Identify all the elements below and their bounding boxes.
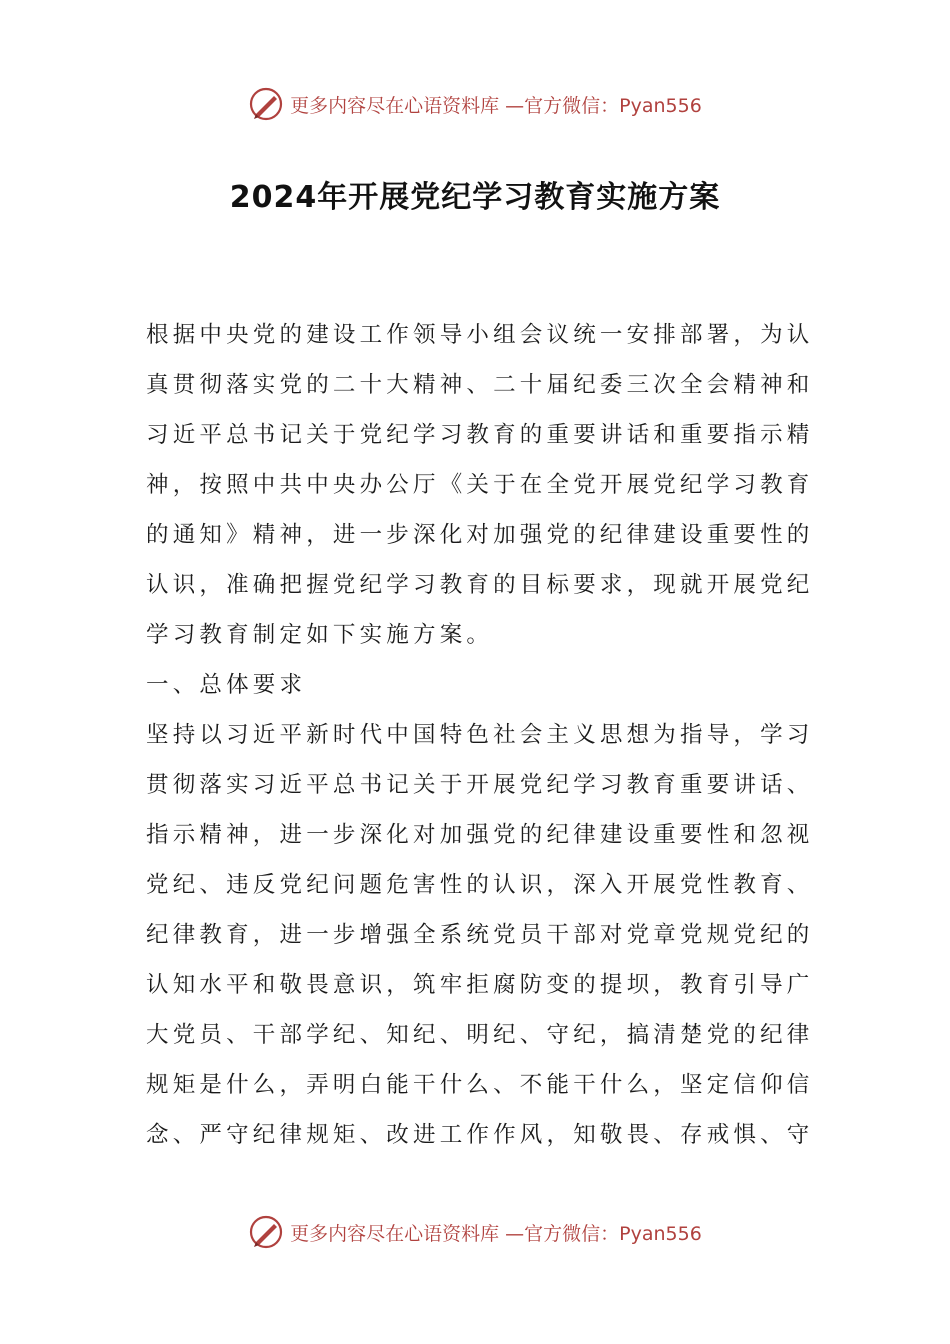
body-line: 纪律教育，进一步增强全系统党员干部对党章党规党纪的 bbox=[146, 922, 814, 948]
body-line: 认知水平和敬畏意识，筑牢拒腐防变的提坝，教育引导广 bbox=[146, 972, 814, 998]
banner-brand-text: 更多内容尽在心语资料库 bbox=[290, 1222, 500, 1245]
body-line: 真贯彻落实党的二十大精神、二十届纪委三次全会精神和 bbox=[146, 372, 814, 398]
body-line: 的通知》精神，进一步深化对加强党的纪律建设重要性的 bbox=[146, 522, 814, 548]
body-line: 根据中央党的建设工作领导小组会议统一安排部署，为认 bbox=[146, 322, 814, 348]
body-line: 坚持以习近平新时代中国特色社会主义思想为指导，学习 bbox=[146, 722, 814, 748]
banner-contact-text: —官方微信：Pyan556 bbox=[505, 1222, 702, 1245]
body-line: 贯彻落实习近平总书记关于开展党纪学习教育重要讲话、 bbox=[146, 772, 814, 798]
pen-logo-icon bbox=[248, 1214, 284, 1250]
banner-brand-text: 更多内容尽在心语资料库 bbox=[290, 94, 500, 117]
body-line: 规矩是什么，弄明白能干什么、不能干什么，坚定信仰信 bbox=[146, 1072, 814, 1098]
body-line: 大党员、干部学纪、知纪、明纪、守纪，搞清楚党的纪律 bbox=[146, 1022, 814, 1048]
footer-banner bbox=[0, 1212, 950, 1252]
banner-contact-text: —官方微信：Pyan556 bbox=[505, 94, 702, 117]
pen-logo-icon bbox=[248, 86, 284, 122]
section-heading: 一、总体要求 bbox=[146, 672, 307, 698]
header-banner bbox=[0, 84, 950, 124]
body-line: 念、严守纪律规矩、改进工作作风，知敬畏、存戒惧、守 bbox=[146, 1122, 814, 1148]
body-line: 习近平总书记关于党纪学习教育的重要讲话和重要指示精 bbox=[146, 422, 814, 448]
body-line: 党纪、违反党纪问题危害性的认识，深入开展党性教育、 bbox=[146, 872, 814, 898]
body-line: 指示精神，进一步深化对加强党的纪律建设重要性和忽视 bbox=[146, 822, 814, 848]
document-body bbox=[146, 310, 818, 1160]
body-line: 认识，准确把握党纪学习教育的目标要求，现就开展党纪 bbox=[146, 572, 814, 598]
body-line: 神，按照中共中央办公厅《关于在全党开展党纪学习教育 bbox=[146, 472, 814, 498]
document-title: 2024年开展党纪学习教育实施方案 bbox=[229, 180, 721, 215]
body-line: 学习教育制定如下实施方案。 bbox=[146, 622, 494, 648]
